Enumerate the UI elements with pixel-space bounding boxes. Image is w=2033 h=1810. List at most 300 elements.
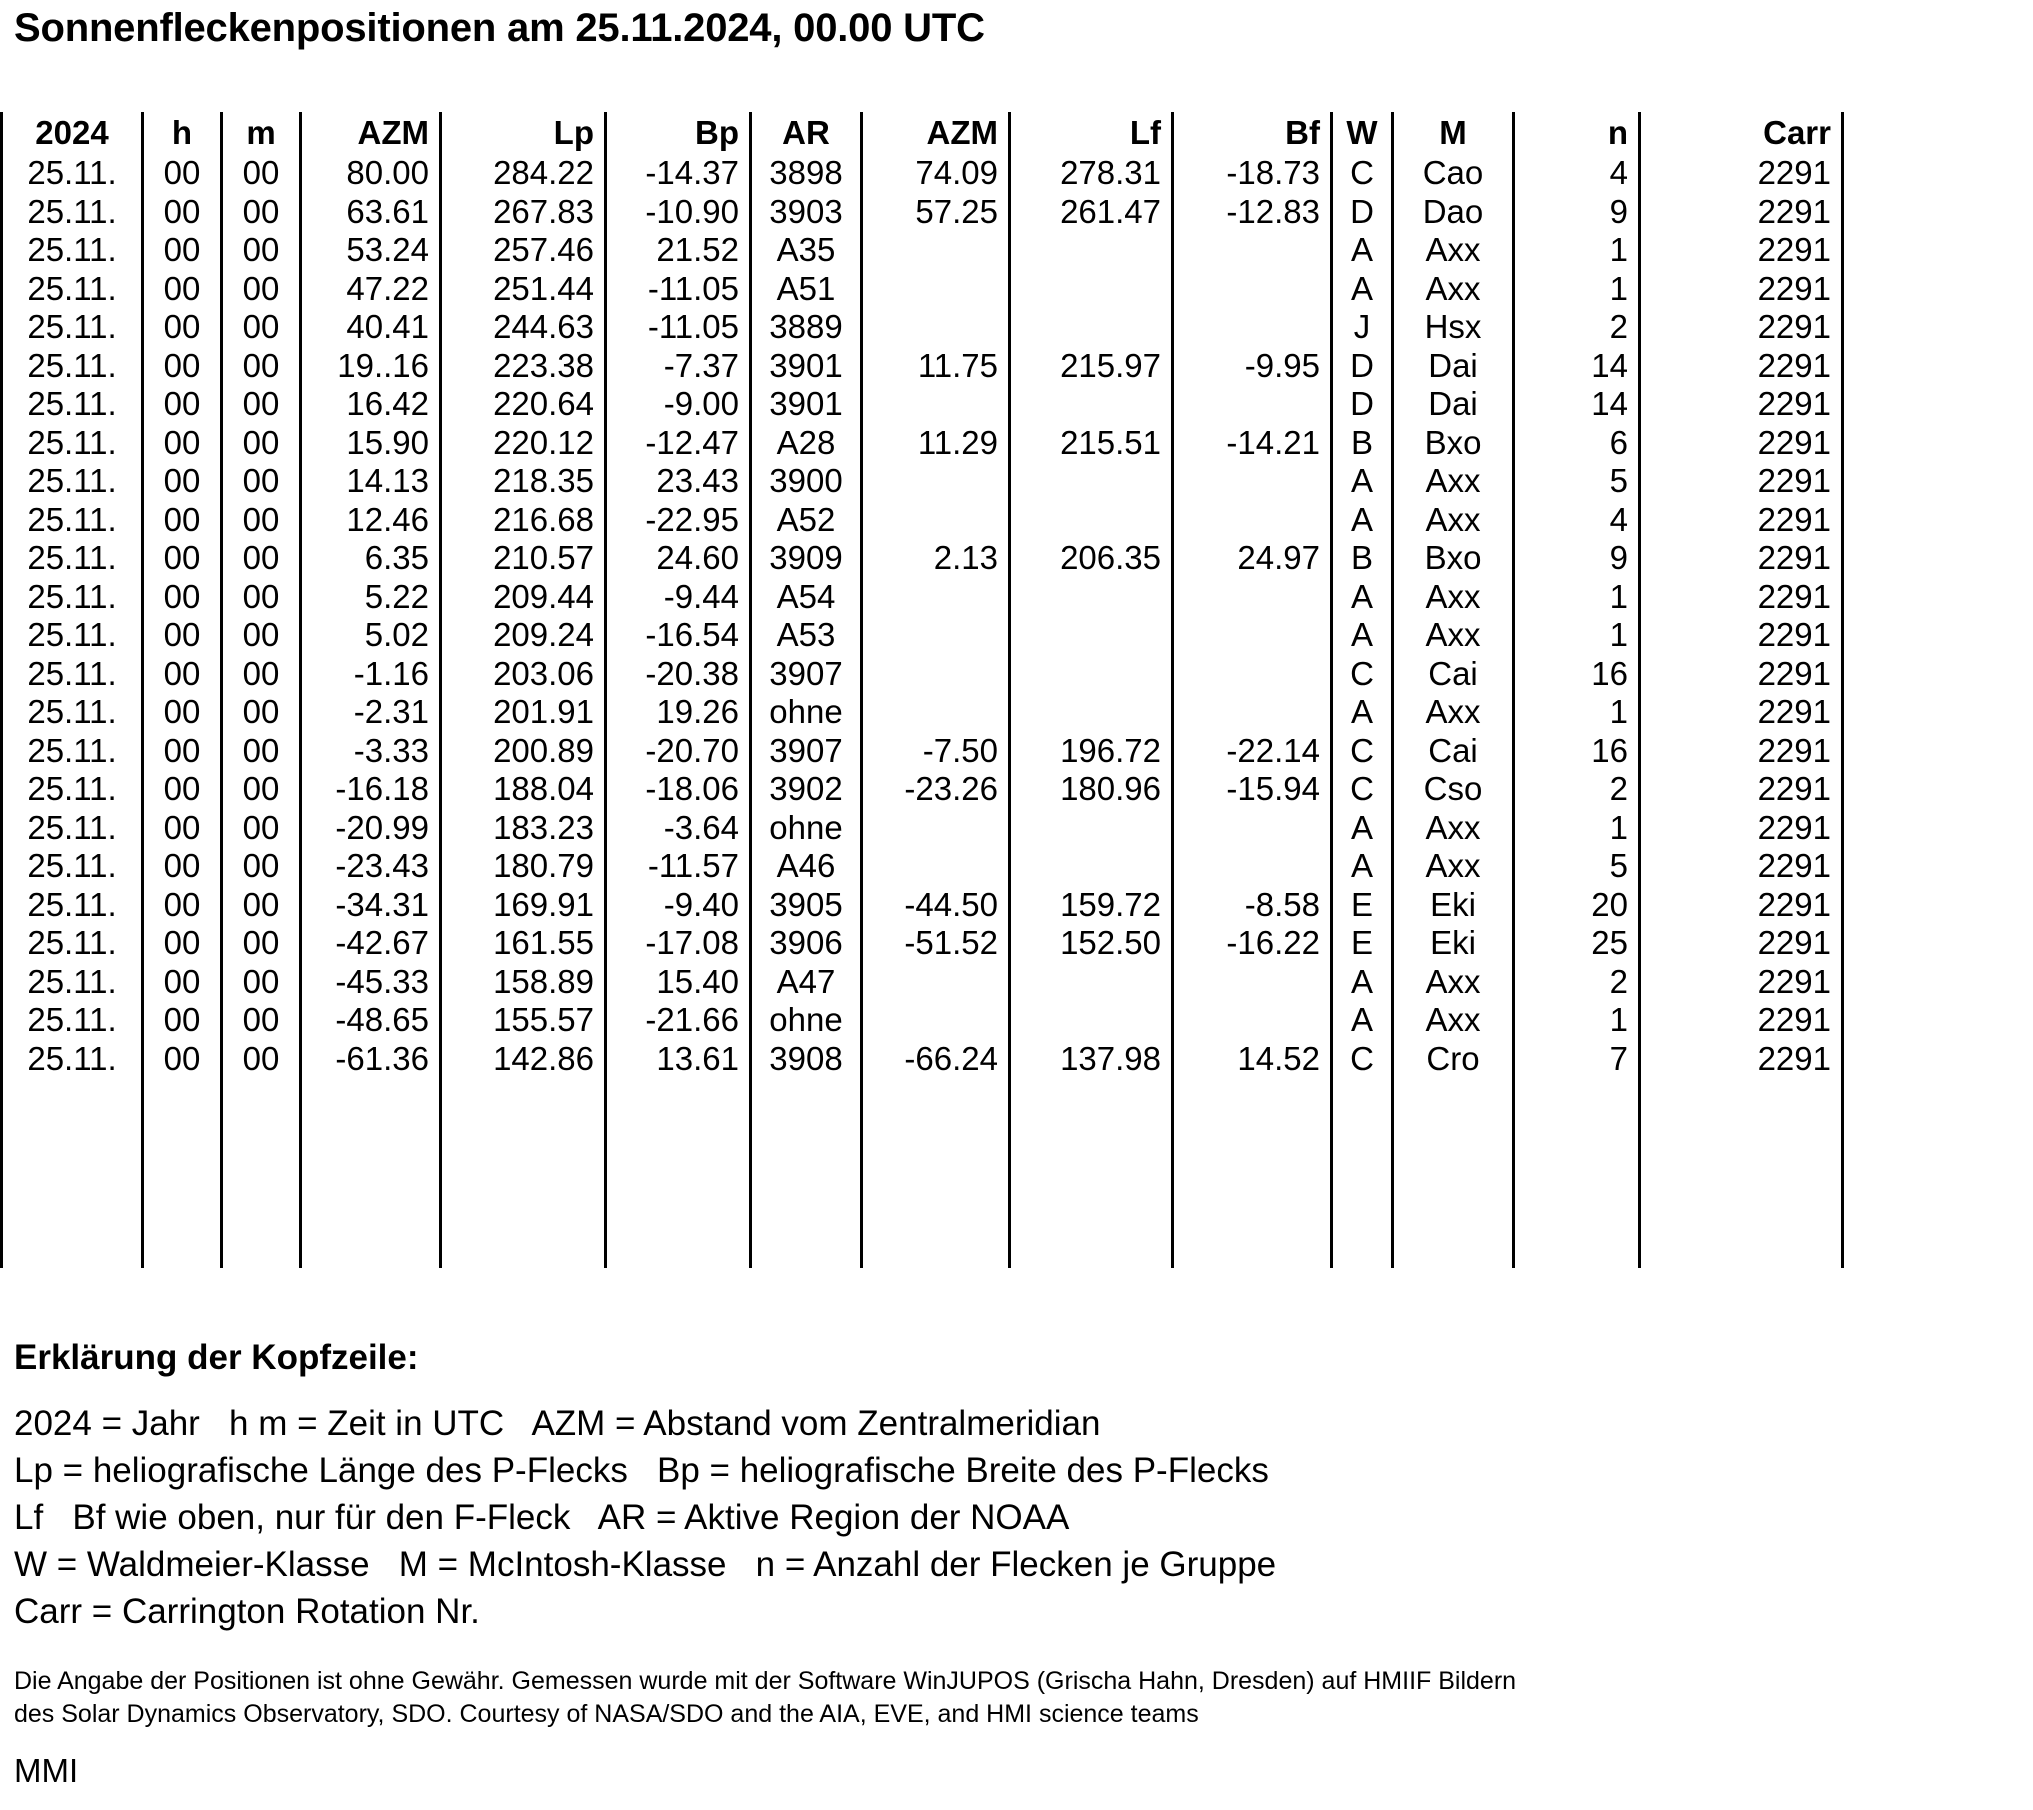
cell-date: 25.11. (2, 154, 143, 193)
cell-mcintosh: Bxo (1393, 424, 1514, 463)
cell-waldmeier: E (1332, 924, 1393, 963)
cell-hour: 00 (143, 539, 222, 578)
cell-carrington: 2291 (1640, 193, 1843, 232)
cell-hour: 00 (143, 924, 222, 963)
cell-minute: 00 (222, 924, 301, 963)
cell-waldmeier: C (1332, 770, 1393, 809)
table-filler-row (2, 1192, 1843, 1230)
cell-bf: -18.73 (1173, 154, 1332, 193)
cell-ar: 3909 (751, 539, 862, 578)
cell-empty (222, 1230, 301, 1268)
cell-empty (1393, 1154, 1514, 1192)
cell-count: 7 (1514, 1040, 1640, 1079)
cell-empty (222, 1192, 301, 1230)
explanation-line: 2024 = Jahr h m = Zeit in UTC AZM = Abstand vom Zentralmeridian (14, 1404, 1101, 1443)
cell-ar: 3907 (751, 655, 862, 694)
cell-azm-p: -23.43 (301, 847, 441, 886)
cell-count: 9 (1514, 193, 1640, 232)
cell-bf (1173, 501, 1332, 540)
cell-mcintosh: Axx (1393, 462, 1514, 501)
cell-count: 25 (1514, 924, 1640, 963)
cell-ar: 3906 (751, 924, 862, 963)
cell-bf (1173, 462, 1332, 501)
cell-empty (301, 1192, 441, 1230)
footnote-block (14, 1665, 2024, 1731)
cell-lp: 209.44 (441, 578, 606, 617)
column-header-date: 2024 (2, 112, 143, 154)
cell-mcintosh: Axx (1393, 578, 1514, 617)
cell-ar: 3901 (751, 385, 862, 424)
cell-mcintosh: Cso (1393, 770, 1514, 809)
cell-carrington: 2291 (1640, 462, 1843, 501)
cell-lp: 183.23 (441, 809, 606, 848)
cell-azm-f: -66.24 (862, 1040, 1010, 1079)
cell-azm-p: 40.41 (301, 308, 441, 347)
cell-count: 1 (1514, 616, 1640, 655)
cell-azm-p: -1.16 (301, 655, 441, 694)
cell-lp: 203.06 (441, 655, 606, 694)
cell-azm-p: 53.24 (301, 231, 441, 270)
cell-lf (1010, 809, 1173, 848)
cell-count: 2 (1514, 963, 1640, 1002)
cell-azm-f (862, 578, 1010, 617)
table-row (2, 308, 1843, 347)
cell-azm-p: -34.31 (301, 886, 441, 925)
cell-mcintosh: Hsx (1393, 308, 1514, 347)
cell-ar: A54 (751, 578, 862, 617)
cell-waldmeier: D (1332, 347, 1393, 386)
cell-azm-f (862, 655, 1010, 694)
cell-azm-f: -7.50 (862, 732, 1010, 771)
cell-bf (1173, 693, 1332, 732)
table-row (2, 1040, 1843, 1079)
cell-azm-p: 5.22 (301, 578, 441, 617)
cell-hour: 00 (143, 501, 222, 540)
table-row (2, 616, 1843, 655)
cell-lp: 257.46 (441, 231, 606, 270)
cell-ar: 3908 (751, 1040, 862, 1079)
cell-empty (751, 1230, 862, 1268)
table-filler-row (2, 1078, 1843, 1116)
cell-empty (1332, 1192, 1393, 1230)
cell-date: 25.11. (2, 963, 143, 1002)
cell-lf (1010, 655, 1173, 694)
cell-hour: 00 (143, 655, 222, 694)
table-row (2, 732, 1843, 771)
column-header-count: n (1514, 112, 1640, 154)
cell-azm-p: 63.61 (301, 193, 441, 232)
cell-lf: 278.31 (1010, 154, 1173, 193)
explanation-line: Carr = Carrington Rotation Nr. (14, 1592, 480, 1631)
cell-azm-f (862, 270, 1010, 309)
cell-lf: 180.96 (1010, 770, 1173, 809)
cell-empty (441, 1230, 606, 1268)
cell-bp: -9.44 (606, 578, 751, 617)
table-body (2, 154, 1843, 1268)
cell-azm-p: -61.36 (301, 1040, 441, 1079)
cell-carrington: 2291 (1640, 1040, 1843, 1079)
cell-bf: -22.14 (1173, 732, 1332, 771)
table-row (2, 270, 1843, 309)
cell-azm-p: 6.35 (301, 539, 441, 578)
cell-empty (301, 1078, 441, 1116)
cell-count: 6 (1514, 424, 1640, 463)
cell-bp: -14.37 (606, 154, 751, 193)
cell-hour: 00 (143, 231, 222, 270)
cell-count: 1 (1514, 578, 1640, 617)
cell-empty (751, 1154, 862, 1192)
cell-lp: 201.91 (441, 693, 606, 732)
cell-ar: 3898 (751, 154, 862, 193)
cell-waldmeier: C (1332, 1040, 1393, 1079)
cell-lf (1010, 231, 1173, 270)
cell-bf (1173, 385, 1332, 424)
cell-waldmeier: E (1332, 886, 1393, 925)
signature: MMI (14, 1752, 79, 1789)
cell-ar: 3902 (751, 770, 862, 809)
cell-azm-f: -23.26 (862, 770, 1010, 809)
cell-carrington: 2291 (1640, 1001, 1843, 1040)
cell-lf (1010, 847, 1173, 886)
cell-lf (1010, 385, 1173, 424)
cell-mcintosh: Axx (1393, 270, 1514, 309)
cell-azm-f (862, 963, 1010, 1002)
cell-lf: 152.50 (1010, 924, 1173, 963)
cell-lp: 210.57 (441, 539, 606, 578)
explanation-heading: Erklärung der Kopfzeile: (14, 1338, 419, 1377)
cell-bp: -20.38 (606, 655, 751, 694)
cell-minute: 00 (222, 154, 301, 193)
table-row (2, 462, 1843, 501)
table-row (2, 501, 1843, 540)
cell-ar: 3903 (751, 193, 862, 232)
cell-empty (441, 1154, 606, 1192)
cell-ar: ohne (751, 693, 862, 732)
cell-carrington: 2291 (1640, 924, 1843, 963)
cell-count: 14 (1514, 347, 1640, 386)
table-row (2, 1001, 1843, 1040)
cell-date: 25.11. (2, 308, 143, 347)
cell-lp: 244.63 (441, 308, 606, 347)
cell-minute: 00 (222, 424, 301, 463)
cell-mcintosh: Cai (1393, 732, 1514, 771)
cell-date: 25.11. (2, 616, 143, 655)
cell-hour: 00 (143, 1001, 222, 1040)
cell-ar: A47 (751, 963, 862, 1002)
cell-bp: -9.40 (606, 886, 751, 925)
cell-waldmeier: A (1332, 270, 1393, 309)
cell-minute: 00 (222, 732, 301, 771)
cell-lf (1010, 578, 1173, 617)
cell-azm-f (862, 1001, 1010, 1040)
cell-bp: 21.52 (606, 231, 751, 270)
cell-count: 2 (1514, 308, 1640, 347)
table-header-row (2, 112, 1843, 154)
cell-minute: 00 (222, 270, 301, 309)
cell-count: 1 (1514, 693, 1640, 732)
cell-azm-f (862, 462, 1010, 501)
cell-bf (1173, 1001, 1332, 1040)
cell-waldmeier: B (1332, 539, 1393, 578)
cell-empty (1514, 1192, 1640, 1230)
cell-lf: 215.51 (1010, 424, 1173, 463)
column-header-hour: h (143, 112, 222, 154)
cell-carrington: 2291 (1640, 347, 1843, 386)
cell-minute: 00 (222, 308, 301, 347)
cell-empty (751, 1078, 862, 1116)
cell-azm-f (862, 385, 1010, 424)
cell-minute: 00 (222, 578, 301, 617)
table-row (2, 539, 1843, 578)
cell-date: 25.11. (2, 924, 143, 963)
cell-date: 25.11. (2, 886, 143, 925)
cell-carrington: 2291 (1640, 539, 1843, 578)
cell-minute: 00 (222, 693, 301, 732)
cell-empty (1393, 1078, 1514, 1116)
cell-bp: -7.37 (606, 347, 751, 386)
cell-lf (1010, 616, 1173, 655)
cell-empty (1640, 1154, 1843, 1192)
cell-azm-f (862, 693, 1010, 732)
cell-count: 5 (1514, 847, 1640, 886)
table-row (2, 385, 1843, 424)
cell-minute: 00 (222, 616, 301, 655)
explanation-lines (14, 1400, 1276, 1635)
explanation-line: Lp = heliografische Länge des P-Flecks Bp = heliografische Breite des P-Flecks (14, 1451, 1269, 1490)
cell-bf (1173, 655, 1332, 694)
cell-count: 4 (1514, 154, 1640, 193)
cell-empty (301, 1230, 441, 1268)
cell-hour: 00 (143, 193, 222, 232)
cell-waldmeier: A (1332, 501, 1393, 540)
column-header-minute: m (222, 112, 301, 154)
cell-mcintosh: Bxo (1393, 539, 1514, 578)
cell-empty (2, 1230, 143, 1268)
cell-ar: ohne (751, 1001, 862, 1040)
cell-azm-p: 16.42 (301, 385, 441, 424)
cell-carrington: 2291 (1640, 270, 1843, 309)
cell-azm-f (862, 308, 1010, 347)
cell-count: 14 (1514, 385, 1640, 424)
cell-bp: -11.05 (606, 270, 751, 309)
cell-carrington: 2291 (1640, 770, 1843, 809)
cell-lf: 159.72 (1010, 886, 1173, 925)
cell-date: 25.11. (2, 193, 143, 232)
cell-lf: 261.47 (1010, 193, 1173, 232)
cell-azm-p: 19..16 (301, 347, 441, 386)
cell-bf (1173, 231, 1332, 270)
cell-empty (1332, 1230, 1393, 1268)
cell-empty (1640, 1192, 1843, 1230)
cell-carrington: 2291 (1640, 732, 1843, 771)
table-row (2, 924, 1843, 963)
column-header-carrington: Carr (1640, 112, 1843, 154)
cell-mcintosh: Dai (1393, 385, 1514, 424)
cell-bp: 24.60 (606, 539, 751, 578)
cell-empty (1010, 1116, 1173, 1154)
cell-count: 4 (1514, 501, 1640, 540)
cell-bp: -10.90 (606, 193, 751, 232)
cell-mcintosh: Axx (1393, 847, 1514, 886)
table-row (2, 770, 1843, 809)
cell-bf: 24.97 (1173, 539, 1332, 578)
table-filler-row (2, 1116, 1843, 1154)
column-header-azm-p: AZM (301, 112, 441, 154)
cell-mcintosh: Axx (1393, 693, 1514, 732)
cell-lf (1010, 1001, 1173, 1040)
table-row (2, 809, 1843, 848)
cell-bf (1173, 847, 1332, 886)
cell-empty (143, 1230, 222, 1268)
cell-carrington: 2291 (1640, 655, 1843, 694)
cell-mcintosh: Axx (1393, 963, 1514, 1002)
cell-carrington: 2291 (1640, 847, 1843, 886)
cell-date: 25.11. (2, 270, 143, 309)
cell-bf (1173, 270, 1332, 309)
cell-empty (143, 1192, 222, 1230)
cell-empty (1173, 1154, 1332, 1192)
cell-count: 20 (1514, 886, 1640, 925)
cell-lf (1010, 462, 1173, 501)
cell-bf: -16.22 (1173, 924, 1332, 963)
cell-bp: 23.43 (606, 462, 751, 501)
cell-hour: 00 (143, 462, 222, 501)
cell-azm-p: -45.33 (301, 963, 441, 1002)
cell-azm-f: 74.09 (862, 154, 1010, 193)
cell-azm-p: 5.02 (301, 616, 441, 655)
cell-empty (1514, 1230, 1640, 1268)
column-header-lf: Lf (1010, 112, 1173, 154)
cell-empty (301, 1154, 441, 1192)
cell-hour: 00 (143, 424, 222, 463)
cell-minute: 00 (222, 347, 301, 386)
cell-carrington: 2291 (1640, 886, 1843, 925)
cell-empty (301, 1116, 441, 1154)
cell-lp: 284.22 (441, 154, 606, 193)
cell-empty (1332, 1116, 1393, 1154)
cell-empty (2, 1078, 143, 1116)
cell-ar: A53 (751, 616, 862, 655)
cell-lp: 223.38 (441, 347, 606, 386)
cell-empty (862, 1154, 1010, 1192)
cell-empty (1640, 1078, 1843, 1116)
cell-waldmeier: D (1332, 193, 1393, 232)
sunspot-table-container (0, 112, 1830, 1327)
cell-date: 25.11. (2, 501, 143, 540)
cell-empty (441, 1116, 606, 1154)
cell-date: 25.11. (2, 539, 143, 578)
column-header-azm-f: AZM (862, 112, 1010, 154)
cell-mcintosh: Cao (1393, 154, 1514, 193)
cell-waldmeier: A (1332, 1001, 1393, 1040)
cell-bp: 19.26 (606, 693, 751, 732)
cell-mcintosh: Cro (1393, 1040, 1514, 1079)
cell-waldmeier: A (1332, 963, 1393, 1002)
sunspot-positions-table (0, 112, 1844, 1268)
table-row (2, 231, 1843, 270)
cell-lp: 188.04 (441, 770, 606, 809)
cell-hour: 00 (143, 886, 222, 925)
cell-bf (1173, 578, 1332, 617)
cell-azm-f (862, 809, 1010, 848)
cell-minute: 00 (222, 1001, 301, 1040)
cell-bp: -16.54 (606, 616, 751, 655)
cell-empty (222, 1154, 301, 1192)
cell-empty (606, 1154, 751, 1192)
cell-hour: 00 (143, 578, 222, 617)
cell-lp: 209.24 (441, 616, 606, 655)
cell-count: 1 (1514, 809, 1640, 848)
cell-bf: -15.94 (1173, 770, 1332, 809)
footnote-line-2: des Solar Dynamics Observatory, SDO. Courtesy of NASA/SDO and the AIA, EVE, and HMI science teams (14, 1700, 1199, 1728)
cell-waldmeier: A (1332, 847, 1393, 886)
cell-mcintosh: Dao (1393, 193, 1514, 232)
cell-mcintosh: Eki (1393, 886, 1514, 925)
cell-date: 25.11. (2, 347, 143, 386)
cell-hour: 00 (143, 770, 222, 809)
table-row (2, 154, 1843, 193)
cell-ar: 3889 (751, 308, 862, 347)
cell-empty (751, 1192, 862, 1230)
cell-lf: 206.35 (1010, 539, 1173, 578)
cell-empty (143, 1078, 222, 1116)
cell-lf (1010, 308, 1173, 347)
cell-minute: 00 (222, 655, 301, 694)
cell-azm-p: 12.46 (301, 501, 441, 540)
cell-ar: A51 (751, 270, 862, 309)
cell-carrington: 2291 (1640, 578, 1843, 617)
cell-bp: -12.47 (606, 424, 751, 463)
cell-hour: 00 (143, 732, 222, 771)
cell-waldmeier: C (1332, 655, 1393, 694)
column-header-waldmeier: W (1332, 112, 1393, 154)
cell-date: 25.11. (2, 847, 143, 886)
cell-waldmeier: A (1332, 693, 1393, 732)
cell-azm-f: 57.25 (862, 193, 1010, 232)
cell-lp: 251.44 (441, 270, 606, 309)
cell-waldmeier: A (1332, 809, 1393, 848)
cell-empty (222, 1078, 301, 1116)
cell-lp: 155.57 (441, 1001, 606, 1040)
cell-empty (751, 1116, 862, 1154)
cell-date: 25.11. (2, 578, 143, 617)
cell-date: 25.11. (2, 809, 143, 848)
cell-lf: 137.98 (1010, 1040, 1173, 1079)
cell-azm-p: -20.99 (301, 809, 441, 848)
cell-carrington: 2291 (1640, 308, 1843, 347)
cell-count: 16 (1514, 732, 1640, 771)
cell-empty (222, 1116, 301, 1154)
cell-count: 5 (1514, 462, 1640, 501)
cell-date: 25.11. (2, 231, 143, 270)
cell-empty (862, 1116, 1010, 1154)
cell-waldmeier: D (1332, 385, 1393, 424)
cell-lp: 200.89 (441, 732, 606, 771)
column-header-bp: Bp (606, 112, 751, 154)
cell-waldmeier: J (1332, 308, 1393, 347)
cell-count: 9 (1514, 539, 1640, 578)
cell-ar: A28 (751, 424, 862, 463)
cell-azm-f: 11.29 (862, 424, 1010, 463)
explanation-line: W = Waldmeier-Klasse M = McIntosh-Klasse n = Anzahl der Flecken je Gruppe (14, 1545, 1277, 1584)
cell-minute: 00 (222, 501, 301, 540)
cell-carrington: 2291 (1640, 693, 1843, 732)
table-header (2, 112, 1843, 154)
cell-empty (1393, 1116, 1514, 1154)
cell-date: 25.11. (2, 732, 143, 771)
cell-lp: 180.79 (441, 847, 606, 886)
cell-waldmeier: A (1332, 462, 1393, 501)
